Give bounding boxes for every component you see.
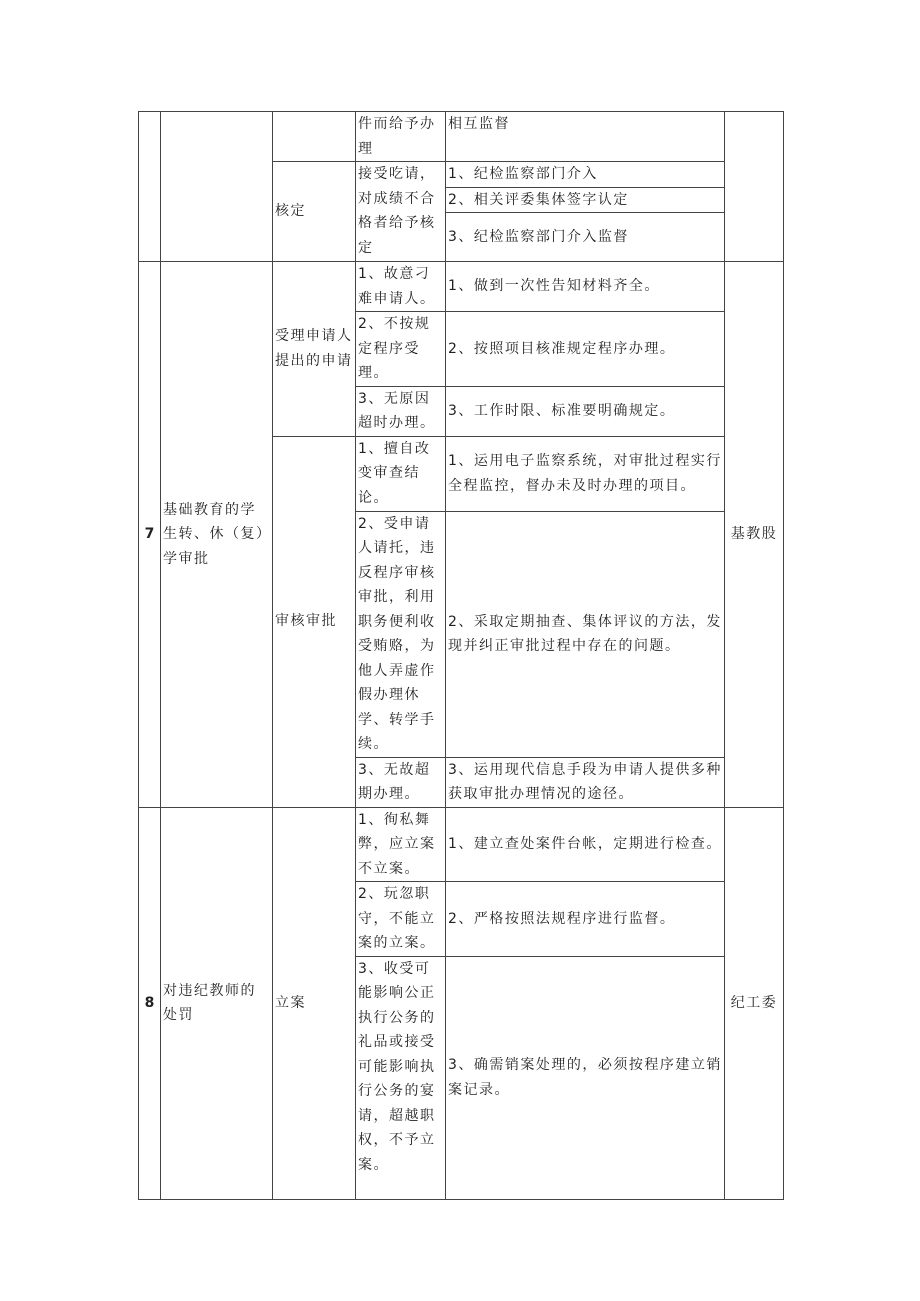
measure-cell: 2、严格按照法规程序进行监督。	[446, 882, 725, 957]
risk-cell: 2、玩忽职守，不能立案的立案。	[356, 882, 446, 957]
risk-cell: 1、故意刁难申请人。	[356, 262, 446, 312]
table-row	[139, 112, 784, 162]
item-name-cell: 对违纪教师的处罚	[161, 807, 273, 1199]
measure-cell: 3、运用现代信息手段为申请人提供多种获取审批办理情况的途径。	[446, 757, 725, 807]
item-name-cell: 基础教育的学生转、休（复）学审批	[161, 262, 273, 808]
risk-control-table	[138, 111, 784, 1200]
measure-cell: 3、纪检监察部门介入监督	[446, 213, 725, 262]
measure-cell: 2、按照项目核准规定程序办理。	[446, 312, 725, 387]
item-number: 8	[139, 807, 161, 1199]
risk-cell: 3、收受可能影响公正执行公务的礼品或接受可能影响执行公务的宴请，超越职权，不予立案。	[356, 956, 446, 1199]
measure-cell: 2、采取定期抽查、集体评议的方法，发现并纠正审批过程中存在的问题。	[446, 511, 725, 757]
risk-cell: 件而给予办理	[356, 112, 446, 162]
risk-cell: 接受吃请，对成绩不合格者给予核定	[356, 162, 446, 262]
risk-cell: 3、无故超期办理。	[356, 757, 446, 807]
risk-cell: 2、不按规定程序受理。	[356, 312, 446, 387]
item-name-cell	[161, 112, 273, 262]
dept-cell	[725, 112, 784, 262]
measure-cell: 1、做到一次性告知材料齐全。	[446, 262, 725, 312]
table-row	[139, 807, 784, 882]
risk-cell: 3、无原因超时办理。	[356, 386, 446, 436]
dept-cell: 基教股	[725, 262, 784, 808]
measure-cell: 3、确需销案处理的，必须按程序建立销案记录。	[446, 956, 725, 1199]
number-cell	[139, 112, 161, 262]
stage-cell: 核定	[273, 162, 356, 262]
risk-cell: 1、擅自改变审查结论。	[356, 436, 446, 511]
measure-cell: 2、相关评委集体签字认定	[446, 187, 725, 213]
measure-cell: 1、建立查处案件台帐，定期进行检查。	[446, 807, 725, 882]
stage-cell: 立案	[273, 807, 356, 1199]
stage-cell: 审核审批	[273, 436, 356, 807]
table-row	[139, 262, 784, 312]
stage-cell: 受理申请人提出的申请	[273, 262, 356, 437]
measure-cell: 1、纪检监察部门介入	[446, 162, 725, 188]
dept-cell: 纪工委	[725, 807, 784, 1199]
measure-cell: 3、工作时限、标准要明确规定。	[446, 386, 725, 436]
risk-cell: 1、徇私舞弊，应立案不立案。	[356, 807, 446, 882]
measure-cell: 1、运用电子监察系统，对审批过程实行全程监控，督办未及时办理的项目。	[446, 436, 725, 511]
stage-cell	[273, 112, 356, 162]
item-number: 7	[139, 262, 161, 808]
measure-cell: 相互监督	[446, 112, 725, 162]
risk-cell: 2、受申请人请托，违反程序审核审批，利用职务便利收受贿赂，为他人弄虚作假办理休学、转学手续。	[356, 511, 446, 757]
